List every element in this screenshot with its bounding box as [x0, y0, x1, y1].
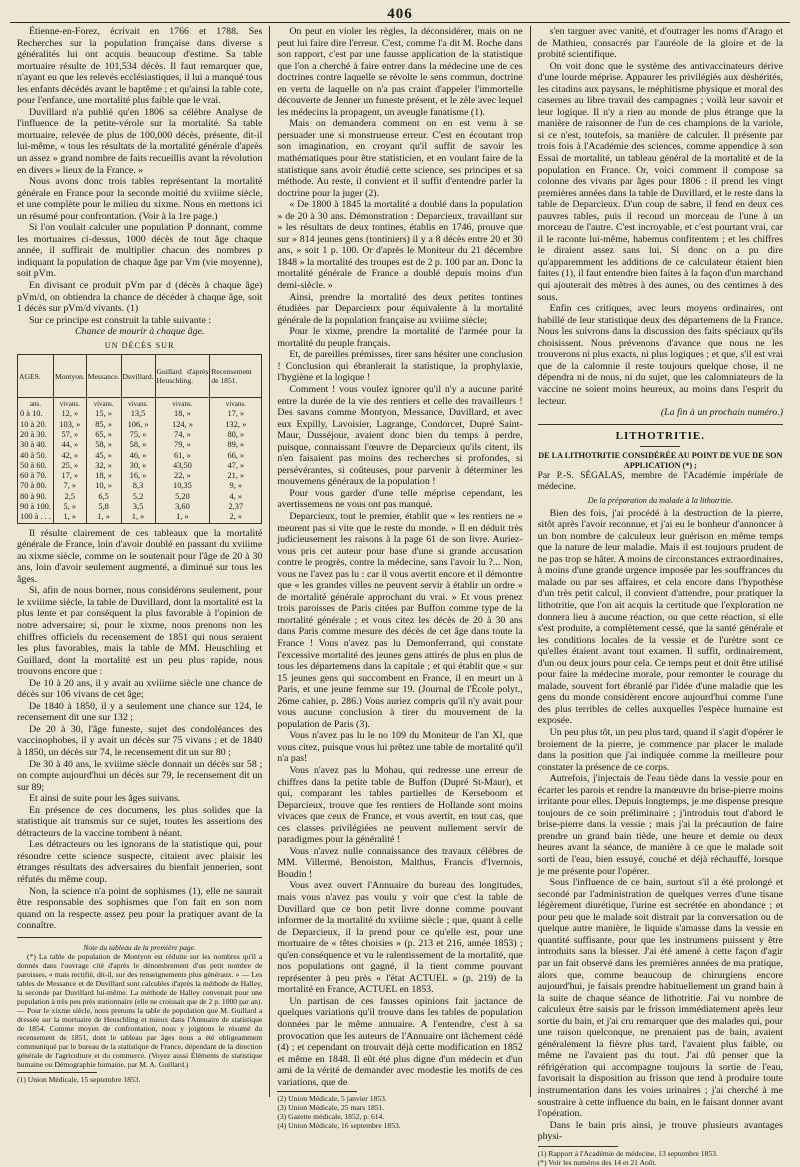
- table-cell: 25, »: [53, 461, 86, 471]
- table-unit-cell: vivans.: [210, 398, 262, 410]
- table-cell: 43,50: [155, 461, 210, 471]
- table-cell: 17, »: [210, 409, 262, 419]
- table-row: [18, 440, 262, 450]
- paragraph: Les détracteurs ou les ignorans de la statistique qui, pour résoudre cette science suspecte, citaient avec plaisir les étranges résultats des adversaires du bienfait jennerien, sont réfutés du même coup.: [17, 839, 263, 885]
- footnote: (3) Union Médicale, 25 mars 1851.: [277, 1103, 385, 1113]
- paragraph: Sur ce principe est construit la table suivante :: [29, 314, 212, 326]
- table-cell: 79, »: [155, 440, 210, 450]
- table-row: [18, 481, 262, 491]
- table-cell: 44, »: [53, 440, 86, 450]
- table-cell: 1, »: [53, 512, 86, 523]
- paragraph: Et ainsi de suite pour les âges suivans.: [29, 793, 181, 805]
- table-cell: 89, »: [210, 440, 262, 450]
- table-caption: UN DÉCÈS SUR: [104, 340, 175, 350]
- table-header-cell: AGES.: [18, 355, 54, 398]
- section-divider: [538, 424, 783, 425]
- table-cell: 18, »: [155, 409, 210, 419]
- table-cell: 5,2: [121, 492, 155, 502]
- table-cell: 21, »: [210, 471, 262, 481]
- byline: Par P.-S. SÉGALAS, membre de l'Académie impériale de médecine.: [537, 470, 783, 493]
- table-row: [18, 502, 262, 512]
- table-cell: 46, »: [121, 451, 155, 461]
- paragraph: En divisant ce produit pVm par d (décès à chaque âge) pVm/d, on obtiendra la chance de décéder à chaque âge, soit 1 décès sur pVm/d vivants. (1): [17, 280, 263, 315]
- paragraph: Vous n'avez nulle connaissance des travaux célèbres de MM. Villermé, Benoiston, Malthus, Francis d'Ivernois, Boudin !: [277, 845, 523, 880]
- table-row: [18, 512, 262, 523]
- paragraph: On voit donc que le système des antivaccinateurs dérive d'une lourde méprise. Appaurer les privilégiés aux déshérités, les citadins aux paysans, le méphitisme physique et moral des casernes au libre travail des campagnes ; voilà leur savoir et leur logique. Il n'y a rien au monde de plus étrange que la manière de raisonner de l'un de ces champions de la variole, si ce n'est, toutefois, sa manière de calculer. Il présente par trois fois à l'Académie des sciences, comme appendice à son Essai de mortalité, un tableau général de la mortalité et de la population en France. Or, voici comment il compose sa colonne des vivans par âges pour 1806 : il prend les vingt premières années dans la table de Duvillard, et le reste dans la table de Deparcieux. D'un coup de sabre, il fend en deux ces pauvres tables, puis il recoud un morceau de l'une à un morceau de l'autre. C'est incroyable, et c'est pourtant vrai, car il le raconte lui-même, habemus confitentem ; et les chiffres le diraient assez sans lui. Si donc on a pu dire qu'apparemment les additions de ce calculateur étaient bien faites (1), il faut entendre bien faites à la façon d'un marchand qui ajouterait des mètres à des aunes, ou des centimes à des sous.: [537, 60, 783, 303]
- table-cell: 2,37: [210, 502, 262, 512]
- table-cell: 6,5: [86, 492, 121, 502]
- table-cell: 7, »: [53, 481, 86, 491]
- paragraph: Vous avez ouvert l'Annuaire du bureau des longitudes, mais vous n'avez pas voulu y voir que c'est la table de Duvillard que ce bon petit livre donne comme pouvant informer de la mortalité du xviiime siècle ; que, quant à celle de Deparcieux, il la prend pour ce qu'elle est, pour une mortuaire de « têtes choisies » (p. 213 et 216, année 1853) ; qu'en conséquence et vu le ralentissement de la mortalité, que nos populations ont gagné, il la tient comme pouvant représenter à peu près « l'état ACTUEL » (p. 219) de la mortalité en France, ACTUEL en 1853.: [277, 880, 523, 996]
- table-cell: 18, »: [86, 471, 121, 481]
- table-cell: 10 à 20.: [18, 420, 54, 430]
- table-cell: 65, »: [86, 430, 121, 440]
- article-subtitle: DE LA LITHOTRITIE CONSIDÉRÉE AU POINT DE VUE DE SON APPLICATION (*) ;: [538, 451, 783, 470]
- paragraph: Il résulte clairement de ces tableaux que la mortalité générale de France, loin d'avoir doublé en passant du xviiime au xixme siècle, comme on le soutenait pour l'âge de 20 à 30 ans, loin d'avoir seulement augmenté, a diminué sur tous les âges.: [17, 527, 263, 585]
- table-cell: 1, »: [155, 512, 210, 523]
- note-title: Note du tableau de la première page.: [83, 942, 196, 952]
- paragraph: s'en targuer avec vanité, et d'outrager les noms d'Arago et de Mathieu, consacrés par l'auréole de la gloire et de la probité scientifique.: [537, 26, 783, 61]
- table-row: [18, 430, 262, 440]
- table-cell: 85, »: [86, 420, 121, 430]
- column-1-after-table: [17, 528, 262, 932]
- table-cell: 60 à 70.: [18, 471, 54, 481]
- table-cell: 5, »: [53, 502, 86, 512]
- table-cell: 2, »: [210, 512, 262, 523]
- paragraph: Vous n'avez pas lu le no 109 du Moniteur de l'an XI, que vous citez, puisque vous lui prêtez une table de mortalité qu'il n'a pas!: [277, 730, 523, 765]
- table-cell: 20 à 30.: [18, 430, 54, 440]
- table-cell: 13,5: [121, 409, 155, 419]
- table-cell: 1, »: [121, 512, 155, 523]
- table-row: [18, 471, 262, 481]
- paragraph: Et, de pareilles prémisses, tirer sans hésiter une conclusion ! Conclusion qui ébranlerait la statistique, la prophylaxie, l'hygiène et la logique !: [277, 349, 523, 384]
- footnote: (*) Voir les numéros des 14 et 21 Août.: [537, 1157, 657, 1167]
- table-cell: 12, »: [53, 409, 86, 419]
- paragraph: En présence de ces documens, les plus solides que la statistique ait transmis sur ce sujet, toutes les assertions des détracteurs de la vaccine tombent à néant.: [17, 804, 263, 839]
- table-cell: 10, »: [86, 481, 121, 491]
- table-cell: 124, »: [155, 420, 210, 430]
- paragraph: Non, la science n'a point de sophismes (1), elle ne saurait être responsable des sophismes que l'on fait en son nom quand on la respecte assez peu pour la pratiquer avant de la connaître.: [17, 885, 263, 932]
- table-cell: 45, »: [86, 451, 121, 461]
- table-cell: 1, »: [86, 512, 121, 523]
- table-cell: 80, »: [210, 430, 262, 440]
- table-cell: 30 à 40.: [18, 440, 54, 450]
- paragraph: Nous avons donc trois tables représentant la mortalité générale en France pour la seconde moitié du xviiime siècle, et une complète pour le milieu du xixme. Nous en mettons ici un résumé pour confrontation. (Voir à la 1re page.): [17, 176, 263, 222]
- table-cell: 66, »: [210, 451, 262, 461]
- table-unit-cell: ans.: [18, 398, 54, 410]
- table-unit-cell: vivans.: [86, 398, 121, 410]
- paragraph: Pour vous garder d'une telle méprise cependant, les avertissemens ne vous ont pas manqué.: [277, 487, 523, 511]
- footnote: (1) Union Médicale, 15 septembre 1853.: [17, 1074, 141, 1084]
- table-cell: 58, »: [86, 440, 121, 450]
- table-cell: 103, »: [53, 420, 86, 430]
- paragraph: De 10 à 20 ans, il y avait au xviiime siècle une chance de décès sur 106 vivans de cet âge;: [17, 677, 263, 701]
- paragraph: Duvillard n'a publié qu'en 1806 sa célèbre Analyse de l'influence de la petite-vérole sur la mortalité. Sa table mortuaire, relevée de plus de 100,000 décès, présente, dit-il lui-même, « tous les résultats de la mortalité générale d'après un assez » grand nombre de faits recueillis avant la révolution en divers » lieux de la France. »: [17, 106, 263, 176]
- short-rule: [640, 446, 680, 447]
- table-cell: 5,8: [86, 502, 121, 512]
- table-cell: 32, »: [86, 461, 121, 471]
- paragraph: De 1840 à 1850, il y a seulement une chance sur 124, le recensement dit une sur 132 ;: [17, 700, 263, 724]
- paragraph: Mais on demandera comment on en est venu à se persuader une si monstrueuse erreur. C'est en écoutant trop son imagination, en croyant qu'il suffit de savoir les mathématiques pour être statisticien, et en voulant faire de la statistique sans avoir étudié cette science, ses principes et sa méthode. Au reste, il convient et il suffit d'entendre parler la doctrine pour la juger (2).: [277, 118, 523, 199]
- table-unit-cell: vivans.: [155, 398, 210, 410]
- footnote: (1) Rapport à l'Académie de médecine, 13 septembre 1853.: [537, 1148, 718, 1158]
- table-unit-cell: vivans.: [121, 398, 155, 410]
- table-cell: 57, »: [53, 430, 86, 440]
- table-cell: 16, »: [121, 471, 155, 481]
- table-cell: 106, »: [121, 420, 155, 430]
- table-unit-cell: vivans.: [53, 398, 86, 410]
- table-cell: 58, »: [121, 440, 155, 450]
- paragraph: « De 1800 à 1845 la mortalité a doublé dans la population » de 20 à 30 ans. Démonstration : Deparcieux, travaillant sur » les résultats de deux tontines, établis en 1746, prouve que sur » 814 jeunes gens (tontiniers) il y a 8 décès entre 20 et 30 ans, » soit 1 p. 100. Or d'après le Moniteur du 21 décembre 1848 » la mortalité des troupes est de 2 p. 100 par an. Donc la mortalité générale de France a doublé depuis moins d'un demi-siècle. »: [277, 199, 523, 292]
- table-row: [18, 420, 262, 430]
- table-cell: 8,3: [121, 481, 155, 491]
- table-cell: 100 à . . .: [18, 512, 54, 523]
- paragraph: Comment ! vous voulez ignorer qu'il n'y a aucune parité entre la durée de la vie des rentiers et celle des travailleurs ! Des savans comme Montyon, Messance, Duvillard, et avec eux Expilly, Lavoisier, Lagrange, Condorcet, Dupré Saint-Maur, Dusséjour, avaient donc bien du temps à perdre, puisque, connaissant l'œuvre de Deparcieux qu'ils citent, ils n'en faisaient pas moins des recherches si profondes, si persévérantes, si coûteuses, pour parvenir à déterminer les mouvemens généraux de la population !: [277, 383, 523, 488]
- mortality-table: [17, 354, 262, 523]
- paragraph: Un partisan de ces fausses opinions fait jactance de quelques variations qu'il trouve dans les tables de population données par le même annuaire. A l'entendre, c'est à sa provocation que les auteurs de l'Annuaire ont lâchement cédé (4) ; et cependant on trouvait déjà cette modification en 1852 et même en 1848. Il eût été plus digne d'un médecin et d'un ami de la vérité de demander avec modestie les motifs de ces variations, que de: [277, 995, 523, 1088]
- paragraph: Étienne-en-Forez, écrivait en 1766 et 1788. Ses Recherches sur la population française dans diverse s généralités lui ont acquis beaucoup d'estime. Sa table mortuaire résulte de 101,534 décès. Il faut remarquer que, n'ayant eu que les relevés ecclésiastiques, il lui a manqué tous les enfants décédés avant le baptême ; et qu'ainsi la table cote, pour l'enfance, une mortalité plus faible que le vrai.: [17, 26, 263, 107]
- table-header-cell: Recensement de 1851.: [210, 355, 262, 398]
- column-3-paragraphs: [538, 26, 783, 407]
- section-title: LITHOTRITIE.: [615, 429, 705, 442]
- table-cell: 61, »: [155, 451, 210, 461]
- table-cell: 15, »: [86, 409, 121, 419]
- paragraph: Autrefois, j'injectais de l'eau tiède dans la vessie pour en écarter les parois et rendre la manœuvre du brise-pierre moins irritante pour elles. Depuis longtemps, je me dispense presque toujours de ce soin préliminaire ; j'introduis tout d'abord le brise-pierre dans la vessie ; mais j'ai la précaution de faire prendre un grand bain tiède, une heure et demie ou deux heures avant la séance, de manière à ce que le malade soit sorti de l'eau, bien essuyé, couché et déjà réchauffé, lorsque je me présente pour l'opérer.: [537, 773, 783, 877]
- table-row: [18, 409, 262, 419]
- table-header-cell: Messance.: [86, 355, 121, 398]
- column-3-footnotes: [538, 1149, 783, 1167]
- paragraph: Si l'on voulait calculer une population P donnant, comme les mortuaires ci-dessus, 1000 décès de tout âge chaque année, il suffirait de multiplier chacun des nombres p indiquant la population de chaque âge par Vm (vie moyenne), soit pVm.: [17, 222, 263, 280]
- table-cell: 75, »: [121, 430, 155, 440]
- table-cell: 22, »: [155, 471, 210, 481]
- footnote: (2) Union Médicale, 5 janvier 1853.: [277, 1094, 387, 1104]
- footnote-rule: [277, 1091, 357, 1092]
- table-cell: 42, »: [53, 451, 86, 461]
- page-number: 406: [387, 5, 413, 22]
- note-divider: [17, 937, 262, 938]
- column-2-footnotes: [277, 1094, 522, 1130]
- table-cell: 50 à 60.: [18, 461, 54, 471]
- table-cell: 90 à 100.: [18, 502, 54, 512]
- table-cell: 30, »: [121, 461, 155, 471]
- subheading: De la préparation du malade à la lithotritie.: [587, 495, 733, 505]
- table-cell: 3,5: [121, 502, 155, 512]
- page-header: [10, 6, 790, 22]
- table-header-cell: Montyon.: [53, 355, 86, 398]
- table-cell: 40 à 50.: [18, 451, 54, 461]
- table-cell: 74, »: [155, 430, 210, 440]
- paragraph: Bien des fois, j'ai procédé à la destruction de la pierre, sitôt après l'avoir reconnue, et j'ai eu le bonheur d'annoncer à un bon nombre de calculeux leur guérison en même temps que la nature de leur maladie. Mais il est toujours prudent de ne pas trop se hâter. A moins de circonstances extraordinaires, à moins d'une grande urgence imposée par les souffrances du malade ou par ses affaires, et cela encore dans l'hypothèse d'un très petit calcul, il convient d'attendre, pour pratiquer la lithotritie, que l'on ait acquis la certitude que l'exploration ne donnera lieu à aucune réaction, ou que cette réaction, si elle s'est produite, a complètement cessé, que la santé générale et les conditions locales de la vessie et de l'urètre sont ce qu'elles étaient avant tout examen. Il suffit, ordinairement, d'un ou deux jours pour cela. Ce temps peut et doit être utilisé pour faire la médecine morale, pour remonter le courage du malade, souvent fort ébranlé par l'idée d'une maladie que les gens du monde considèrent encore aujourd'hui comme l'une des plus terribles de celles auxquelles l'espèce humaine est exposée.: [537, 507, 783, 727]
- header-rule: [10, 22, 790, 23]
- paragraph: Si, afin de nous borner, nous considérons seulement, pour le xviiime siècle, la table de Duvillard, dont la mortalité est la plus lente et par conséquent la plus favorable à l'opinion de notre adversaire; si, pour le xixme, nous prenons non les chiffres officiels du recensement de 1851 qui nous seraient les plus favorables, mais la table de MM. Heuschling et Guillard, dont la mortalité est un peu plus rapide, nous trouvons encore que :: [17, 585, 263, 678]
- signature-line: (La fin à un prochain numéro.): [660, 407, 783, 419]
- paragraph: Dans le bain pris ainsi, je trouve plusieurs avantages physi-: [537, 1119, 783, 1143]
- table-cell: 5,20: [155, 492, 210, 502]
- column-3-paragraphs-2: [538, 508, 783, 1143]
- paragraph: Vous n'avez pas lu Mohau, qui redresse une erreur de chiffres dans la petite table de Buffon (Dupré St-Maur), et qui, comparant les tables partielles de Kerseboom et Deparcieux, trouve que les rentiers de Hollande sont moins vivaces que ceux de France, et vous avertit, en tout cas, que ces classes privilégiées ne peuvent nullement servir de paradigmes pour la généralité !: [277, 765, 523, 846]
- column-1-paragraphs: [17, 26, 262, 326]
- table-cell: 132, »: [210, 420, 262, 430]
- paragraph: De 30 à 40 ans, le xviiime siècle donnait un décès sur 58 ; on compte aujourd'hui un décès sur 79, le recensement dit un sur 89;: [17, 758, 263, 793]
- table-cell: 17, »: [53, 471, 86, 481]
- paragraph: (*) La table de population de Montyon est réduite sur les nombres qu'il a donnés dans l'ouvrage cité d'après le dénombrement d'un petit nombre de paroisses, « mais rectifié, dit-il, sur des renseignements plus généraux. » — Les tables de Messance et de Duvillard sont calculées d'après la méthode de Halley, la seconde par Duvillard lui-même. La méthode de Halley convenait pour une population à très peu près stationnaire (elle ne croissait que de 2 p. 1000 par an). — Pour le xixme siècle, nous prenons la table de population que M. Guillard a dressée sur la mortuaire de Heuschling et mieux dans l'Annuaire de statistique de 1854. Comme moyen de confrontation, nous y joignons le résumé du recensement de 1851, dont le tableau par âges nous a été obligeamment communiqué par le bureau de la statistique de France, dépendant de la direction générale de l'agriculture et du commerce. (Voyez aussi Éléments de statistique humaine ou Démographie humaine, par M. A. Guillard.): [17, 951, 263, 1069]
- paragraph: Ainsi, prendre la mortalité des deux petites tontines étudiées par Deparcieux pour équivalente à la mortalité générale de la population française au xviiime siècle;: [277, 291, 523, 326]
- paragraph: On peut en violer les règles, la déconsidérer, mais on ne peut lui faire dire l'erreur. C'est, comme l'a dit M. Roche dans son rapport, c'est par une fausse application de la statistique que l'on a cherché à faire entrer dans la médecine une de ces doctrines contre laquelle se révolte le sens commun, doctrine en vertu de laquelle on n'a pas craint d'appeler l'immortelle découverte de Jenner un funeste présent, et le zèle avec lequel les médecins la propagent, un aveugle fanatisme (1).: [277, 26, 523, 118]
- column-1: [10, 26, 269, 1097]
- table-cell: 9, »: [210, 481, 262, 491]
- table-cell: 10,35: [155, 481, 210, 491]
- table-row: [18, 492, 262, 502]
- footnote-rule: [17, 1072, 97, 1073]
- paragraph: Deparcieux, tout le premier, établit que « les rentiers ne » meurent pas si vite que le reste du monde. » Il en déduit très judicieusement les raisons à la page 61 de son livre. Auriez-vous pris cet auteur pour base d'une si grande accusation contre le progrès, contre la médecine, sans l'avoir lu ?... Non, vous ne l'avez pas lu : car il vous avertit encore et il démontre que « les grandes villes ne peuvent servir à établir un ordre » de mortalité générale approchant du vrai. » Et vous prenez trois paroisses de Paris citées par Buffon comme type de la mortalité générale ; et vous citez les décès de 20 à 30 ans dans Paris comme mesure des décès de cet âge dans toute la France ! Vous n'avez pas lu Demonferrand, qui constate l'excessive mortalité des jeunes gens attirés de plus en plus de tous les départemens dans la capitale ; et qui établit que « sur 15 jeunes gens qui succombent en France, il en meurt un à Paris, et une jeune femme sur 19. (Journal de l'École polyt., 26me cahier, p. 286.) Vous auriez compris qu'il n'y avait pour vous aucune conclusion à tirer du mouvement de la population de Paris (3).: [277, 510, 523, 730]
- table-cell: 3,60: [155, 502, 210, 512]
- table-cell: 2,5: [53, 492, 86, 502]
- table-cell: 4, »: [210, 492, 262, 502]
- table-notes: [17, 952, 262, 1069]
- column-3: [530, 26, 790, 1167]
- table-header-cell: Guillard d'après Heuschling.: [155, 355, 210, 398]
- paragraph: Enfin ces critiques, avec leurs moyens ordinaires, ont habillé de leur statistique deux des départemens de la France. Nous les suivrons dans la discussion des faits spéciaux qu'ils choisissent. Nous prévenons d'avance que nous ne les trouverons ni plus exacts, ni plus logiques ; et que, s'il est vrai que de la calomnie il reste toujours quelque chose, il ne dépendra ni de nous, ni du sujet, que les calomniateurs de la vaccine ne soient moins heureux, au moins dans l'esprit du lecteur.: [537, 303, 783, 407]
- table-cell: 47, »: [210, 461, 262, 471]
- paragraph: Sous l'influence de ce bain, surtout s'il a été prolongé et secondé par l'administration de quelques verres d'une tisane légèrement diurétique, l'urine est secrétée en abondance ; et pour peu que le malade soit distrait par la conversation ou de quelque autre manière, le liquide s'amasse dans la vessie en quantité suffisante, pour que les instrumens puissent y être introduits sans la blesser. J'ai été amené à cette façon d'agir par un fait observé dans les premières années de ma pratique, alors que, comme beaucoup de chirurgiens encore aujourd'hui, je faisais prendre habituellement un grand bain à la suite de chaque séance de lithotritie. J'ai vu nombre de calculeux être saisis par le frisson immédiatement après leur sortie du bain, et j'ai cru remarquer que des malades qui, pour une raison quelconque, ne prenaient pas de bain, avaient généralement la fièvre plus tard, l'avaient plus faible, ou même ne l'avaient pas du tout. J'ai dû penser que la réfrigération qui accompagne toujours la sortie de l'eau, favorisait la disposition au frisson que tend à produire toute instrumentation dans les voies urinaires ; j'ai cherché à me soustraire à cette influence du bain, en le faisant donner avant l'opération.: [537, 877, 783, 1120]
- footnote: (3) Gazette médicale, 1852, p. 614.: [277, 1112, 385, 1122]
- paragraph: De 20 à 30, l'âge funeste, sujet des condoléances des vaccinophobes, il y avait un décès sur 75 vivans ; et de 1840 à 1850, un décès sur 74, le recensement dit un sur 80 ;: [17, 723, 263, 758]
- column-2: [269, 26, 529, 1131]
- table-header-cell: Duvillard.: [121, 355, 155, 398]
- table-units-row: [18, 398, 262, 410]
- columns: [10, 26, 790, 1167]
- table-title: Chance de mourir à chaque âge.: [74, 326, 205, 338]
- table-cell: 80 à 90.: [18, 492, 54, 502]
- table-cell: 0 à 10.: [18, 409, 54, 419]
- column-2-paragraphs: [277, 26, 522, 1088]
- paragraph: Pour le xixme, prendre la mortalité de l'armée pour la mortalité du peuple français.: [277, 326, 523, 349]
- table-cell: 70 à 80.: [18, 481, 54, 491]
- table-row: [18, 461, 262, 471]
- footnote: (4) Union Médicale, 16 septembre 1853.: [277, 1121, 401, 1131]
- paragraph: Un peu plus tôt, un peu plus tard, quand il s'agit d'opérer le broiement de la pierre, je commence par placer le malade dans la position que j'ai indiquée comme la meilleure pour constater la présence de ce corps.: [537, 727, 783, 773]
- footnote-rule: [538, 1146, 618, 1147]
- table-row: [18, 451, 262, 461]
